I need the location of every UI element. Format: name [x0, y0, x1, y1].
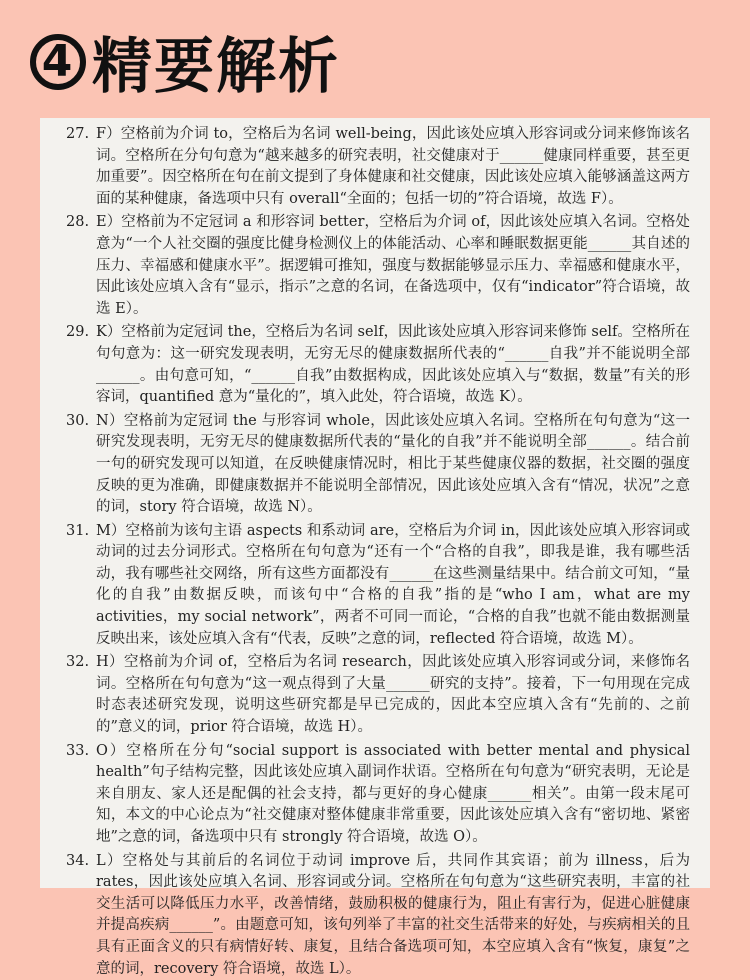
- item-number: 27.: [66, 126, 90, 142]
- circled-number-four: 4: [30, 34, 86, 90]
- analysis-item-34: [66, 851, 690, 980]
- item-text: L）空格处与其前后的名词位于动词 improve 后，共同作其宾语；前为 illness，后为 rates，因此该处应填入名词、形容词或分词。空格所在句句意为“这些研究表明，丰富的社交生活可以降低压力水平，改善情绪，鼓励积极的健康行为，阻止有害行为，促进心脏健康并提高疾病______”。由题意可知，该句列举了丰富的社交生活带来的好处，与疾病相关的且具有正面含义的只有病情好转、康复，且结合备选项可知，本空应填入含有“恢复，康复”之意的词，recovery 符合语境，故选 L）。: [96, 852, 690, 977]
- item-number: 32.: [66, 654, 90, 671]
- analysis-item-27: [66, 124, 690, 210]
- item-text: F）空格前为介词 to，空格后为名词 well-being，因此该处应填入形容词或分词来修饰该名词。空格所在分句句意为“越来越多的研究表明，社交健康对于______健康同样重要，甚至更加重要”。因空格所在句在前文提到了身体健康和社交健康，因此该处应填入能够涵盖这两方面的某种健康，备选项中只有 overall“全面的；包括一切的”符合语境，故选 F）。: [96, 126, 690, 207]
- section-title-text: 精要解析: [92, 32, 340, 102]
- analysis-item-33: [66, 741, 690, 849]
- item-number: 31.: [66, 522, 90, 539]
- header-band: [0, 0, 750, 118]
- item-number: 34.: [66, 852, 90, 869]
- item-number: 30.: [66, 412, 90, 429]
- item-number: 28.: [66, 214, 90, 231]
- answer-analysis-page: [40, 118, 710, 977]
- analysis-item-28: [66, 212, 690, 320]
- item-text: K）空格前为定冠词 the，空格后为名词 self，因此该处应填入形容词来修饰 self。空格所在句句意为：这一研究发现表明，无穷无尽的健康数据所代表的“______自我”并不能说明全部______。由句意可知，“______自我”由数据构成，因此该处应填入与“数据，数量”有关的形容词，quantified 意为“量化的”，填入此处，符合语境，故选 K）。: [96, 324, 690, 406]
- item-text: H）空格前为介词 of，空格后为名词 research，因此该处应填入形容词或分词，来修饰名词。空格所在句句意为“这一观点得到了大量______研究的支持”。接着，下一句用现在完成时态表述研究发现，说明这些研究都是早已完成的，因此本空应填入含有“先前的、之前的”意义的词，prior 符合语境，故选 H）。: [96, 654, 690, 736]
- section-title: [30, 22, 340, 102]
- analysis-item-32: [66, 652, 690, 738]
- analysis-item-30: [66, 411, 690, 519]
- item-text: N）空格前为定冠词 the 与形容词 whole，因此该处应填入名词。空格所在句句意为“这一研究发现表明，无穷无尽的健康数据所代表的“量化的自我”并不能说明全部______。结合前一句的研究发现可以知道，在反映健康情况时，相比于某些健康仪器的数据，社交圈的强度反映的更为准确，即健康数据并不能说明全部情况，因此该处应填入含有“情况，状况”之意的词，story 符合语境，故选 N）。: [96, 412, 690, 516]
- item-number: 29.: [66, 324, 90, 341]
- item-text: E）空格前为不定冠词 a 和形容词 better，空格后为介词 of，因此该处应填入名词。空格处意为“一个人社交圈的强度比健身检测仪上的体能活动、心率和睡眠数据更能______其自述的压力、幸福感和健康水平”。据逻辑可推知，强度与数据能够显示压力、幸福感和健康水平，因此该处应填入含有“显示，指示”之意的名词，在备选项中，仅有“indicator”符合语境，故选 E）。: [96, 214, 690, 317]
- item-text: O）空格所在分句“social support is associated with better mental and physical health”句子结构完整，因此该处应填入副词作状语。空格所在句句意为“研究表明，无论是来自朋友、家人还是配偶的社会支持，都与更好的身心健康______相关”。由第一段末尾可知，本文的中心论点为“社交健康对整体健康非常重要，因此该处应填入含有“密切地、紧密地”之意的词，备选项中只有 strongly 符合语境，故选 O）。: [96, 742, 690, 845]
- item-text: M）空格前为该句主语 aspects 和系动词 are，空格后为介词 in，因此该处应填入形容词或动词的过去分词形式。空格所在句句意为“还有一个“合格的自我”，即我是谁，我有哪些活动，我有哪些社交网络，所有这些方面都没有______在这些测量结果中。结合前文可知，“量化的自我”由数据反映，而该句中“合格的自我”指的是“who I am，what are my activities，my social network”，两者不可同一而论，“合格的自我”也就不能由数据测量反映出来，该处应填入含有“代表，反映”之意的词，reflected 符合语境，故选 M）。: [96, 522, 690, 647]
- analysis-item-31: [66, 521, 690, 651]
- analysis-item-29: [66, 322, 690, 408]
- item-number: 33.: [66, 742, 90, 759]
